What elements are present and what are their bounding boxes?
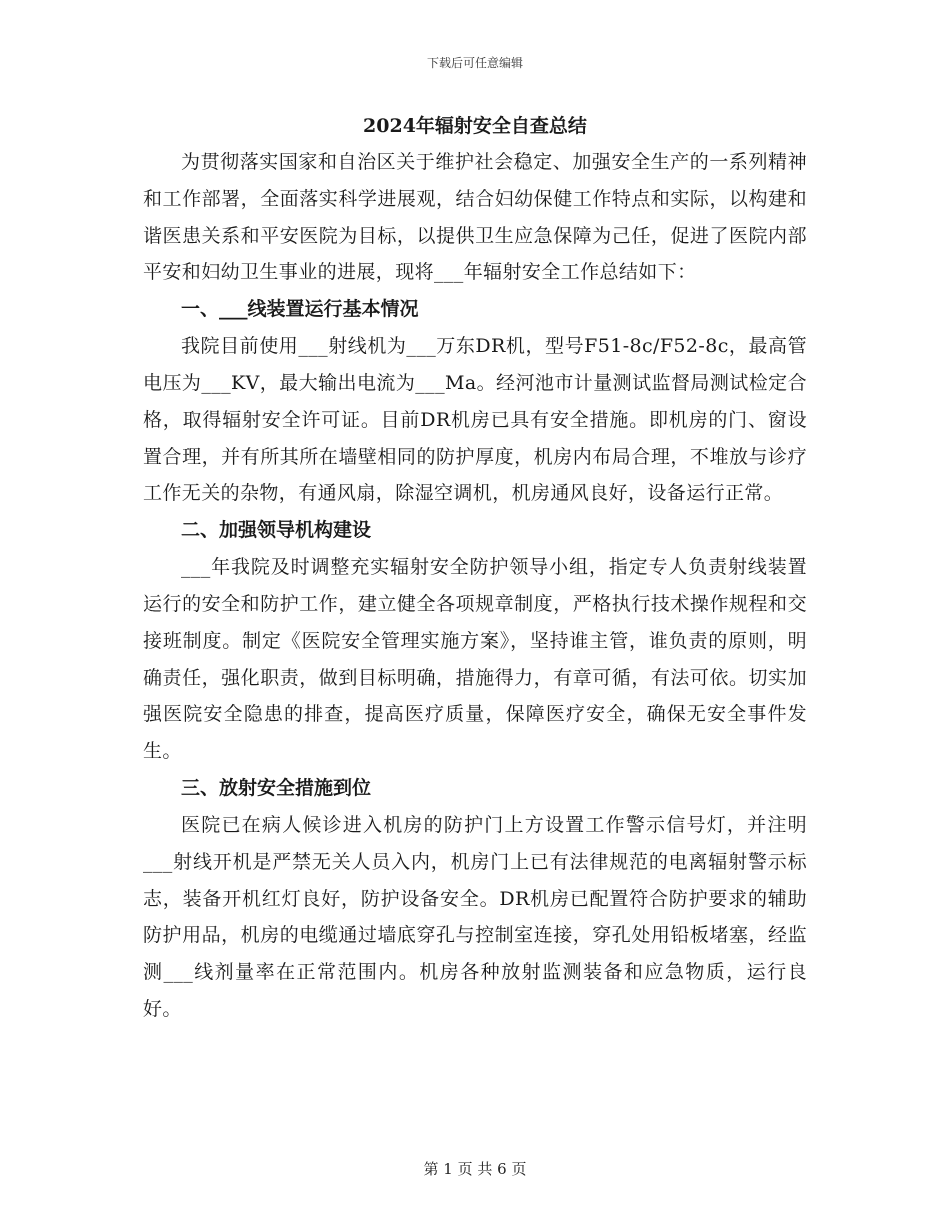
section-body-1: 我院目前使用___射线机为___万东DR机，型号F51-8c/F52-8c，最高管电压为___KV，最大输出电流为___Ma。经河池市计量测试监督局测试检定合格，取得辐射安全许可证。目前DR机房已具有安全措施。即机房的门、窗设置合理，并有所其所在墙壁相同的防护厚度，机房内布局合理，不堆放与诊疗工作无关的杂物，有通风扇，除湿空调机，机房通风良好，设备运行正常。 [143, 335, 807, 505]
section-heading-1: 一、___线装置运行基本情况 [181, 298, 419, 321]
document-body [143, 108, 807, 1028]
section-body-2: ___年我院及时调整充实辐射安全防护领导小组，指定专人负责射线装置运行的安全和防护工作，建立健全各项规章制度，严格执行技术操作规程和交接班制度。制定《医院安全管理实施方案》，坚持谁主管，谁负责的原则，明确责任，强化职责，做到目标明确，措施得力，有章可循，有法可依。切实加强医院安全隐患的排查，提高医疗质量，保障医疗安全，确保无安全事件发生。 [143, 556, 807, 763]
intro-paragraph: 为贯彻落实国家和自治区关于维护社会稳定、加强安全生产的一系列精神和工作部署，全面落实科学进展观，结合妇幼保健工作特点和实际，以构建和谐医患关系和平安医院为目标，以提供卫生应急保障为己任，促进了医院内部平安和妇幼卫生事业的进展，现将___年辐射安全工作总结如下： [143, 151, 807, 284]
section-heading-2: 二、加强领导机构建设 [181, 519, 372, 542]
document-title: 2024年辐射安全自查总结 [363, 115, 587, 137]
section-body-3: 医院已在病人候诊进入机房的防护门上方设置工作警示信号灯，并注明___射线开机是严禁无关人员入内，机房门上已有法律规范的电离辐射警示标志，装备开机红灯良好，防护设备安全。DR机房已配置符合防护要求的辅助防护用品，机房的电缆通过墙底穿孔与控制室连接，穿孔处用铅板堵塞，经监测___线剂量率在正常范围内。机房各种放射监测装备和应急物质，运行良好。 [143, 813, 807, 1020]
section-heading-3: 三、放射安全措施到位 [181, 776, 372, 799]
page-footer: 第 1 页 共 6 页 [423, 1160, 527, 1178]
page-header: 下载后可任意编辑 [426, 56, 523, 70]
